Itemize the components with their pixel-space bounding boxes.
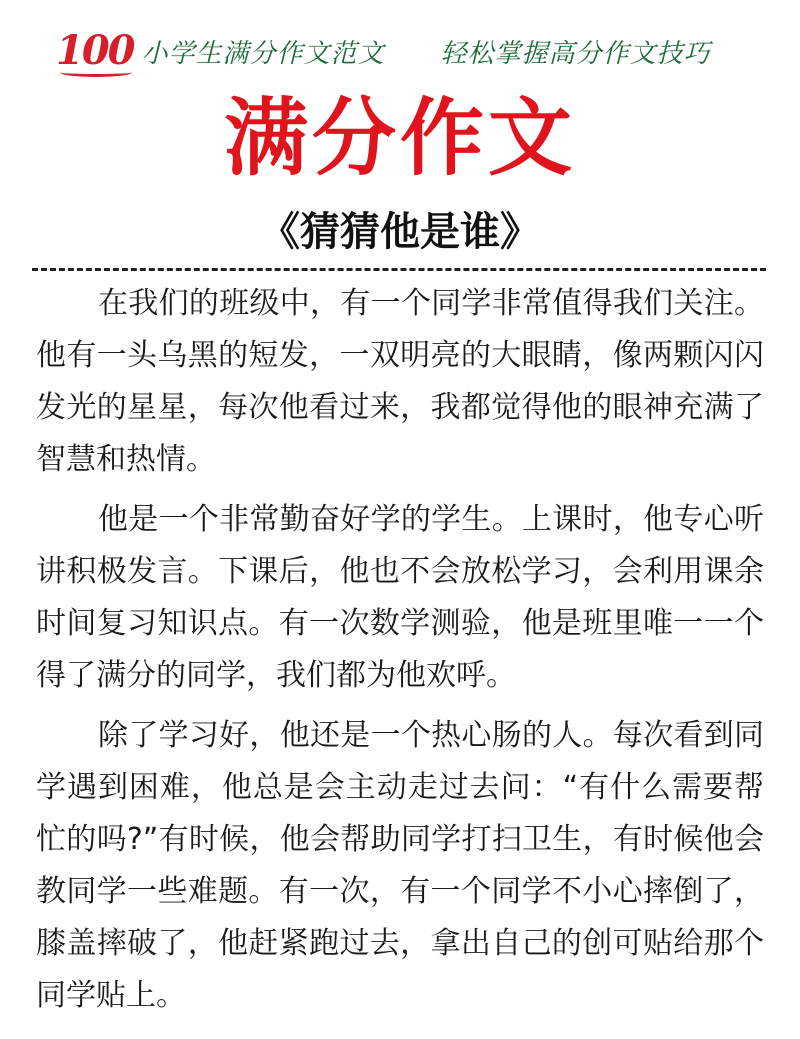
essay-body (36, 278, 764, 1030)
page-title: 满分作文 (223, 89, 576, 187)
essay-paragraph: 他是一个非常勤奋好学的学生。上课时，他专心听讲积极发言。下课后，他也不会放松学习，会利用课余时间复习知识点。有一次数学测验，他是班里唯一一个得了满分的同学，我们都为他欢呼。 (36, 502, 764, 693)
header-banner (56, 26, 756, 76)
logo-100 (56, 27, 134, 74)
logo-text: 100 (56, 27, 134, 74)
essay-paragraph: 在我们的班级中，有一个同学非常值得我们关注。他有一头乌黑的短发，一双明亮的大眼睛，像两颗闪闪发光的星星，每次他看过来，我都觉得他的眼神充满了智慧和热情。 (36, 286, 764, 477)
essay-paragraph: 除了学习好，他还是一个热心肠的人。每次看到同学遇到困难，他总是会主动走过去问：“有什么需要帮忙的吗?”有时候，他会帮助同学打扫卫生，有时候他会教同学一些难题。有一次，有一个同学不小心摔倒了，膝盖摔破了，他赶紧跑过去，拿出自己的创可贴给那个同学贴上。 (36, 718, 764, 1013)
dashed-divider (32, 268, 766, 271)
header-right-text: 轻松掌握高分作文技巧 (440, 38, 711, 69)
header-left-text: 小学生满分作文范文 (141, 38, 385, 69)
logo-underline (60, 68, 132, 77)
essay-subtitle: 《猜猜他是谁》 (260, 209, 540, 255)
